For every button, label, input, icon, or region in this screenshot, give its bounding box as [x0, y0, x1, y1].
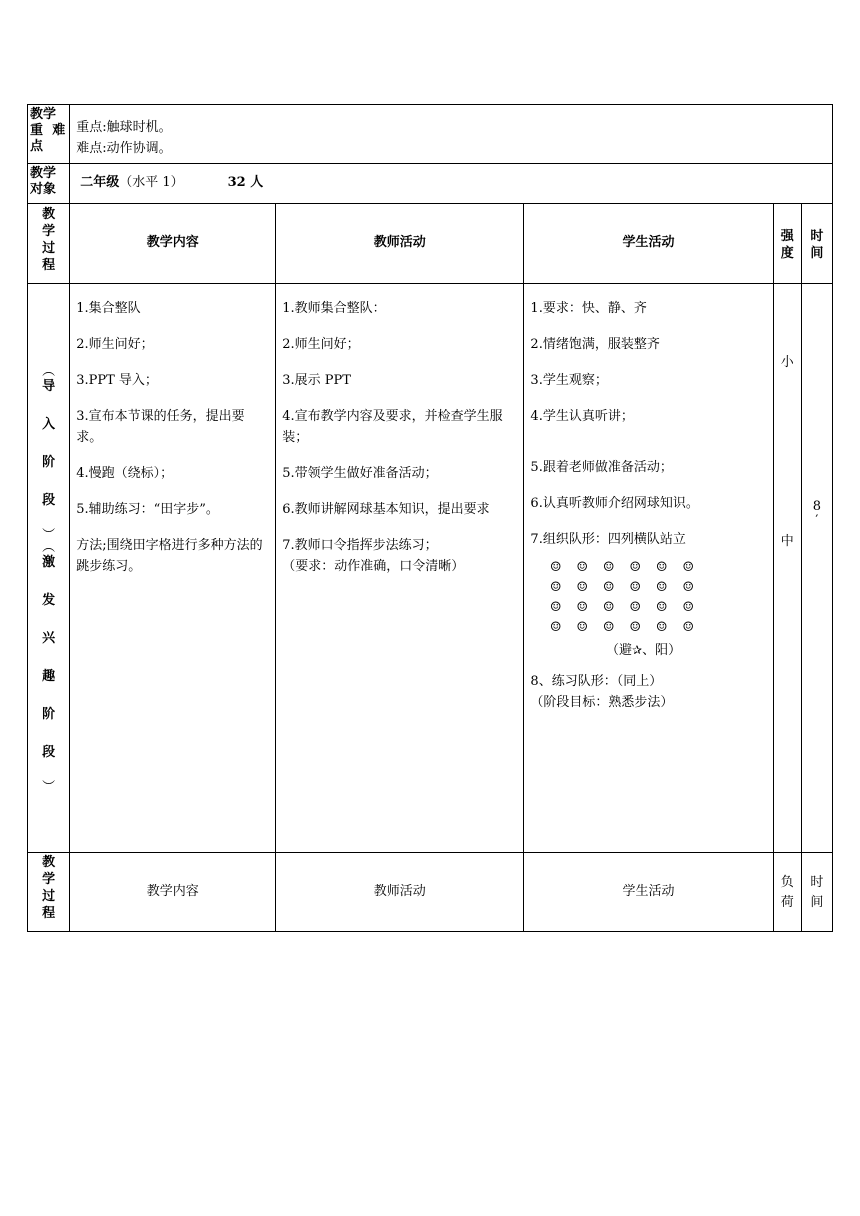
student-face-icon: ☺: [602, 600, 615, 615]
teacher-item: 7.教师口令指挥步法练习；: [282, 538, 438, 553]
student-face-icon: ☺: [576, 620, 588, 635]
target-grade: 二年级: [80, 175, 120, 190]
formation-diagram: [542, 558, 772, 638]
intensity-low: 小: [780, 355, 794, 370]
key-points-row: [28, 105, 833, 164]
student-face-icon: ☺: [655, 600, 668, 615]
key-label-zhong: 重: [30, 123, 44, 138]
formation-row: [542, 618, 772, 638]
process-label-char: 学: [42, 224, 56, 239]
student-face-icon: ☺: [629, 620, 641, 635]
process-label-char: 教: [42, 207, 56, 222]
student-face-icon: ☺: [549, 600, 562, 615]
student-face-icon: ☺: [682, 560, 694, 575]
stage-label-char: 发: [42, 593, 56, 608]
student-item: 4.学生认真听讲；: [530, 409, 634, 424]
content-item: 3.PPT 导入；: [76, 373, 158, 388]
student-face-icon: ☺: [576, 580, 588, 595]
footer-label-char: 学: [42, 872, 56, 887]
content-item: 1.集合整队: [76, 301, 141, 316]
footer-row: [28, 853, 833, 932]
header-content: 教学内容: [70, 204, 276, 284]
stage-label-char: ︵: [42, 540, 56, 555]
footer-teacher: 教师活动: [276, 853, 524, 932]
stage-label-char: ︵: [42, 364, 56, 379]
student-item: 7.组织队形：四列横队站立: [530, 532, 686, 547]
key-label-dian: 点: [30, 139, 44, 154]
student-item: （阶段目标：熟悉步法）: [530, 694, 674, 710]
stage-row: [28, 284, 833, 853]
footer-time-char: 间: [810, 895, 824, 910]
stage-label-char: ︶: [42, 780, 56, 795]
stage-label-char: 激: [42, 555, 56, 570]
time-char: 时: [810, 228, 824, 244]
student-face-icon: ☺: [549, 560, 562, 575]
time-number: 8: [812, 499, 822, 514]
lesson-plan-table: [27, 104, 833, 932]
student-item: 1.要求：快、静、齐: [530, 301, 647, 316]
student-face-icon: ☺: [655, 580, 668, 595]
content-item: 3.宣布本节课的任务，提出要求。: [76, 409, 245, 445]
footer-label-char: 程: [42, 906, 56, 921]
stage-label: [28, 284, 70, 853]
stage-label-char: 入: [42, 417, 56, 432]
target-text: [70, 164, 833, 204]
time-value: [802, 500, 832, 528]
footer-content: 教学内容: [70, 853, 276, 932]
student-face-icon: ☺: [602, 560, 615, 575]
student-face-icon: ☺: [602, 620, 615, 635]
process-header-row: [28, 204, 833, 284]
formation-row: [542, 578, 772, 598]
student-face-icon: ☺: [629, 580, 641, 595]
stage-intensity: [773, 284, 801, 853]
focus-point: 重点:触球时机。: [76, 120, 172, 135]
key-points-text: [70, 105, 833, 164]
teacher-item: 1.教师集合整队：: [282, 301, 386, 316]
stage-time: [801, 284, 832, 853]
key-label-line1: 教学: [30, 107, 57, 122]
stage-student: [524, 284, 773, 853]
student-item: 8、练习队形：（同上）: [530, 673, 663, 689]
footer-time: [801, 853, 832, 932]
sun-note: [524, 642, 772, 661]
content-item: 2.师生问好；: [76, 337, 154, 352]
content-item: 方法;围绕田字格进行多种方法的跳步练习。: [76, 538, 263, 574]
stage-label-char: 段: [42, 745, 56, 760]
stage-label-char: 阶: [42, 455, 56, 470]
target-row: [28, 164, 833, 204]
student-face-icon: ☺: [682, 620, 694, 635]
difficulty-point: 难点:动作协调。: [76, 141, 172, 156]
stage-label-char: 段: [42, 493, 56, 508]
content-item: 4.慢跑（绕标）；: [76, 466, 174, 481]
content-item: 5.辅助练习：“田字步”。: [76, 502, 219, 517]
student-face-icon: ☺: [682, 580, 694, 595]
student-face-icon: ☺: [629, 600, 641, 615]
formation-row: [542, 558, 772, 578]
target-label: [28, 164, 70, 204]
sun-note-left: （避: [605, 643, 632, 658]
intensity-char: 强: [780, 228, 794, 244]
time-char: 间: [810, 245, 824, 261]
stage-label-char: ︶: [42, 528, 56, 543]
footer-label-char: 过: [42, 889, 56, 904]
key-points-label: [28, 105, 70, 164]
header-student: 学生活动: [524, 204, 773, 284]
target-label-line1: 教学: [30, 166, 57, 181]
target-label-line2: 对象: [30, 182, 57, 197]
formation-row: [542, 598, 772, 618]
header-time: [801, 204, 832, 284]
footer-time-char: 时: [810, 875, 824, 890]
footer-load: [773, 853, 801, 932]
process-label-char: 程: [42, 258, 56, 273]
footer-student: 学生活动: [524, 853, 773, 932]
key-label-nan: 难: [52, 123, 66, 138]
intensity-mid: 中: [780, 533, 794, 549]
sun-note-right: 、阳）: [642, 643, 682, 658]
time-unit: ′: [815, 513, 819, 528]
student-face-icon: ☺: [576, 600, 588, 615]
teacher-item: 3.展示 PPT: [282, 373, 351, 388]
student-item: 6.认真听教师介绍网球知识。: [530, 496, 699, 511]
target-level: （水平 1）: [119, 175, 184, 190]
teacher-item: 2.师生问好；: [282, 337, 360, 352]
student-item: 5.跟着老师做准备活动；: [530, 460, 673, 475]
student-face-icon: ☺: [549, 580, 562, 595]
intensity-char: 度: [780, 245, 794, 261]
student-face-icon: ☺: [682, 600, 694, 615]
student-face-icon: ☺: [655, 620, 668, 635]
target-count: 32 人: [227, 175, 264, 190]
student-face-icon: ☺: [549, 620, 562, 635]
stage-label-char: 兴: [42, 631, 56, 646]
teacher-item: 5.带领学生做好准备活动；: [282, 466, 438, 481]
student-item: 2.情绪饱满，服装整齐: [530, 337, 660, 352]
process-label-char: 过: [42, 241, 56, 256]
header-intensity: [773, 204, 801, 284]
footer-label: [28, 853, 70, 932]
stage-teacher: [276, 284, 524, 853]
header-teacher: 教师活动: [276, 204, 524, 284]
student-face-icon: ☺: [655, 560, 668, 575]
stage-label-char: 阶: [42, 707, 56, 722]
teacher-item: （要求：动作准确，口令清晰）: [282, 559, 465, 574]
load-char: 负: [780, 875, 794, 890]
teacher-item: 4.宣布教学内容及要求，并检查学生服装；: [282, 409, 503, 445]
load-char: 荷: [780, 895, 794, 910]
footer-label-char: 教: [42, 855, 56, 870]
stage-content: [70, 284, 276, 853]
student-face-icon: ☺: [576, 560, 588, 575]
student-face-icon: ☺: [629, 560, 641, 575]
teacher-item: 6.教师讲解网球基本知识，提出要求: [282, 502, 490, 517]
student-item: 3.学生观察；: [530, 373, 608, 388]
stage-label-char: 趣: [42, 669, 56, 684]
stage-label-char: 导: [42, 379, 56, 394]
process-label: [28, 204, 70, 284]
sun-star-icon: ✰: [632, 643, 643, 657]
student-face-icon: ☺: [602, 580, 615, 595]
